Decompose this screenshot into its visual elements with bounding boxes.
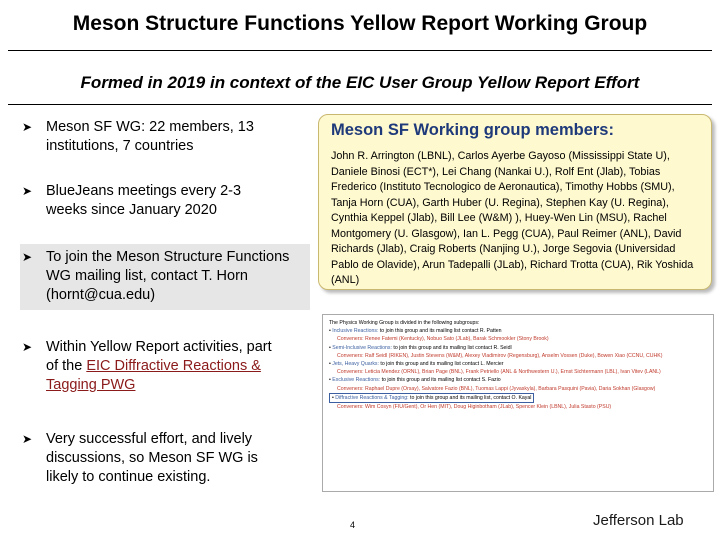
- arrow-bullet-icon: ➤: [22, 250, 33, 264]
- slide-subtitle: Formed in 2019 in context of the EIC User Group Yellow Report Effort: [80, 73, 640, 92]
- bullet-text: Very successful effort, and lively discussions, so Meson SF WG is likely to continue existing.: [46, 431, 258, 485]
- doc-group-name: Inclusive Reactions:: [332, 328, 379, 335]
- arrow-bullet-icon: ➤: [22, 184, 33, 198]
- doc-group-name: Diffractive Reactions & Tagging:: [335, 394, 409, 401]
- members-box: [318, 114, 712, 290]
- doc-group-highlighted: [329, 393, 707, 403]
- bullet-yellow-report: [22, 338, 272, 395]
- doc-group-join: to join this group and its mailing list, contact O. Kayal: [408, 394, 532, 401]
- doc-group-conveners: Conveners: Wim Cosyn (FIU/Gent), Or Hen (MIT), Doug Higinbotham (JLab), Spencer Klein (LBNL), Julia Stasto (PSU): [337, 404, 612, 411]
- doc-group: • Inclusive Reactions: to join this group and its mailing list contact R. Patten: [329, 328, 502, 335]
- bullet-mailing-list: [20, 244, 310, 310]
- doc-intro: The Physics Working Group is divided in the following subgroups:: [329, 320, 480, 326]
- doc-group-conveners: Conveners: Raphael Dupre (Orsay), Salvatore Fazio (BNL), Tuomas Lappi (Jyvaskyla), Barbara Pasquini (Pavia), Daria Sokhan (Glasgow): [337, 385, 656, 392]
- doc-group-join: to join this group and its mailing list contact R. Seidl: [391, 344, 512, 351]
- bullet-prefix: Within Yellow Report activities, part of the: [46, 339, 272, 374]
- doc-group-join: to join this group and its mailing list contact S. Fazio: [380, 377, 501, 384]
- bullet-text: [46, 338, 272, 395]
- bullet-text: Meson SF WG: 22 members, 13 institutions, 7 countries: [46, 119, 254, 154]
- bullet-successful-effort: [22, 430, 286, 487]
- bullet-text: BlueJeans meetings every 2-3 weeks since January 2020: [46, 183, 242, 218]
- arrow-bullet-icon: ➤: [22, 432, 33, 446]
- subtitle-divider: [8, 104, 712, 105]
- title-divider: [8, 50, 712, 51]
- page-number: 4: [350, 520, 356, 530]
- diffractive-pwg-link[interactable]: EIC Diffractive Reactions & Tagging PWG: [46, 358, 261, 393]
- doc-group-conveners: Conveners: Ralf Seidl (RIKEN), Justin Stevens (W&M), Alexey Vladimirov (Regensburg), Anselm Vossen (Duke), Bowen Xiao (CCNU, CUHK): [337, 352, 663, 359]
- doc-group-conveners: Conveners: Renee Fatemi (Kentucky), Nobuo Sato (JLab), Barak Schmookler (Stony Brook): [337, 336, 549, 343]
- bullet-members-count: [22, 118, 290, 156]
- members-list: John R. Arrington (LBNL), Carlos Ayerbe Gayoso (Mississippi State U), Daniele Binosi (ECT*), Lei Chang (Nankai U.), Rolf Ent (Jlab), Tobias Frederico (Instituto Tecnologico de Aeronautica), Timothy Hobbs (SMU), Tanja Horn (CUA), Garth Huber (U. Regina), Stephen Kay (U. Regina), Cynthia Keppel (Jlab), Bill Lee (W&M) ), Huey-Wen Lin (MSU), Rachel Montgomery (U. Glasgow), Ian L. Pegg (CUA), Paul Reimer (ANL), David Richards (Jlab), Craig Roberts (Nanjing U.), Jorge Segovia (Universidad Pablo de Olavide), Arun Tadepalli (JLab), Richard Trotta (CUA), Rik Yoshida (ANL): [331, 150, 694, 286]
- logo-text: Jefferson Lab: [593, 512, 684, 529]
- bullet-text: To join the Meson Structure Functions WG mailing list, contact T. Horn (hornt@cua.edu): [46, 249, 290, 303]
- doc-group-join: to join this group and its mailing list contact R. Patten: [378, 328, 502, 335]
- doc-group-conveners: Conveners: Leticia Mendez (ORNL), Brian Page (BNL), Frank Petriello (ANL & Northwestern U.), Ernst Sichtermann (LBL), Ivan Vitev (LANL): [337, 369, 661, 376]
- doc-group: • Semi-Inclusive Reactions: to join this group and its mailing list contact R. Seidl: [329, 344, 512, 351]
- doc-group-highlight-box: • Diffractive Reactions & Tagging: to join this group and its mailing list, contact O. Kayal: [329, 393, 534, 403]
- subgroups-document-snippet: [322, 314, 714, 492]
- doc-group-name: Jets, Heavy Quarks:: [332, 361, 379, 368]
- doc-group: • Exclusive Reactions: to join this group and its mailing list contact S. Fazio: [329, 377, 501, 384]
- doc-group-name: Exclusive Reactions:: [332, 377, 381, 384]
- slide-title: Meson Structure Functions Yellow Report Working Group: [72, 12, 648, 35]
- arrow-bullet-icon: ➤: [22, 340, 33, 354]
- members-heading: Meson SF Working group members:: [331, 121, 614, 139]
- bullet-meetings: [22, 182, 272, 220]
- arrow-bullet-icon: ➤: [22, 120, 33, 134]
- doc-group-name: Semi-Inclusive Reactions:: [332, 344, 392, 351]
- jefferson-lab-logo: [593, 512, 684, 529]
- doc-group: • Jets, Heavy Quarks: to join this group and its mailing list contact L. Mercier: [329, 361, 504, 368]
- doc-group-join: to join this group and its mailing list contact L. Mercier: [378, 361, 504, 368]
